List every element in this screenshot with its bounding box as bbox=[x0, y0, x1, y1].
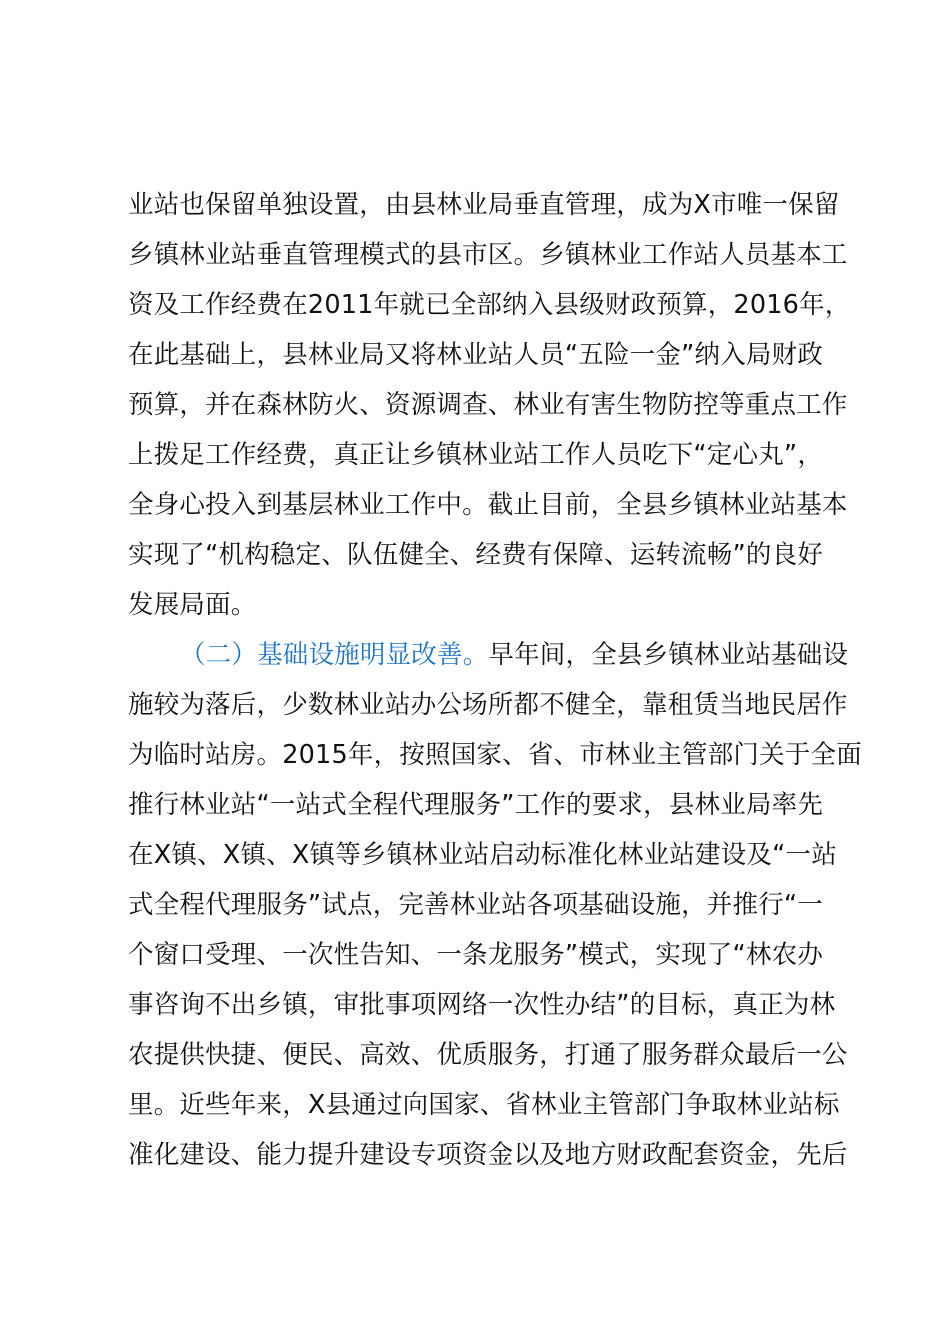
paragraph-line: 上拨足工作经费，真正让乡镇林业站工作人员吃下“定心丸”， bbox=[128, 440, 824, 470]
paragraph-line: 施较为落后，少数林业站办公场所都不健全，靠租赁当地民居作 bbox=[128, 690, 848, 720]
paragraph-line: 全身心投入到基层林业工作中。截止目前，全县乡镇林业站基本 bbox=[128, 490, 848, 520]
paragraph-line: 乡镇林业站垂直管理模式的县市区。乡镇林业工作站人员基本工 bbox=[128, 240, 848, 270]
paragraph-line: 在X镇、X镇、X镇等乡镇林业站启动标准化林业站建设及“一站 bbox=[128, 840, 837, 870]
paragraph-line: 在此基础上，县林业局又将林业站人员“五险一金”纳入局财政 bbox=[128, 340, 824, 370]
paragraph-line: 式全程代理服务”试点，完善林业站各项基础设施，并推行“一 bbox=[128, 890, 824, 920]
paragraph-line: 资及工作经费在2011年就已全部纳入县级财政预算，2016年， bbox=[128, 290, 851, 320]
section-first-line-text: 早年间，全县乡镇林业站基础设 bbox=[488, 640, 849, 670]
paragraph-line: 里。近些年来，X县通过向国家、省林业主管部门争取林业站标 bbox=[128, 1090, 840, 1120]
paragraph-line: 为临时站房。2015年，按照国家、省、市林业主管部门关于全面 bbox=[128, 740, 862, 770]
paragraph-line: 实现了“机构稳定、队伍健全、经费有保障、运转流畅”的良好 bbox=[128, 540, 824, 570]
section-first-line bbox=[180, 630, 848, 680]
paragraph-line: 业站也保留单独设置，由县林业局垂直管理，成为X市唯一保留 bbox=[128, 190, 840, 220]
paragraph-line: 农提供快捷、便民、高效、优质服务，打通了服务群众最后一公 bbox=[128, 1040, 848, 1070]
paragraph-line: 预算，并在森林防火、资源调查、林业有害生物防控等重点工作 bbox=[128, 390, 848, 420]
paragraph-line: 推行林业站“一站式全程代理服务”工作的要求，县林业局率先 bbox=[128, 790, 824, 820]
paragraph-line: 发展局面。 bbox=[128, 590, 257, 620]
section-heading: （二）基础设施明显改善。 bbox=[180, 640, 489, 670]
paragraph-line: 个窗口受理、一次性告知、一条龙服务”模式，实现了“林农办 bbox=[128, 940, 824, 970]
paragraph-line: 事咨询不出乡镇，审批事项网络一次性办结”的目标，真正为林 bbox=[128, 990, 836, 1020]
paragraph-line: 准化建设、能力提升建设专项资金以及地方财政配套资金，先后 bbox=[128, 1140, 848, 1170]
